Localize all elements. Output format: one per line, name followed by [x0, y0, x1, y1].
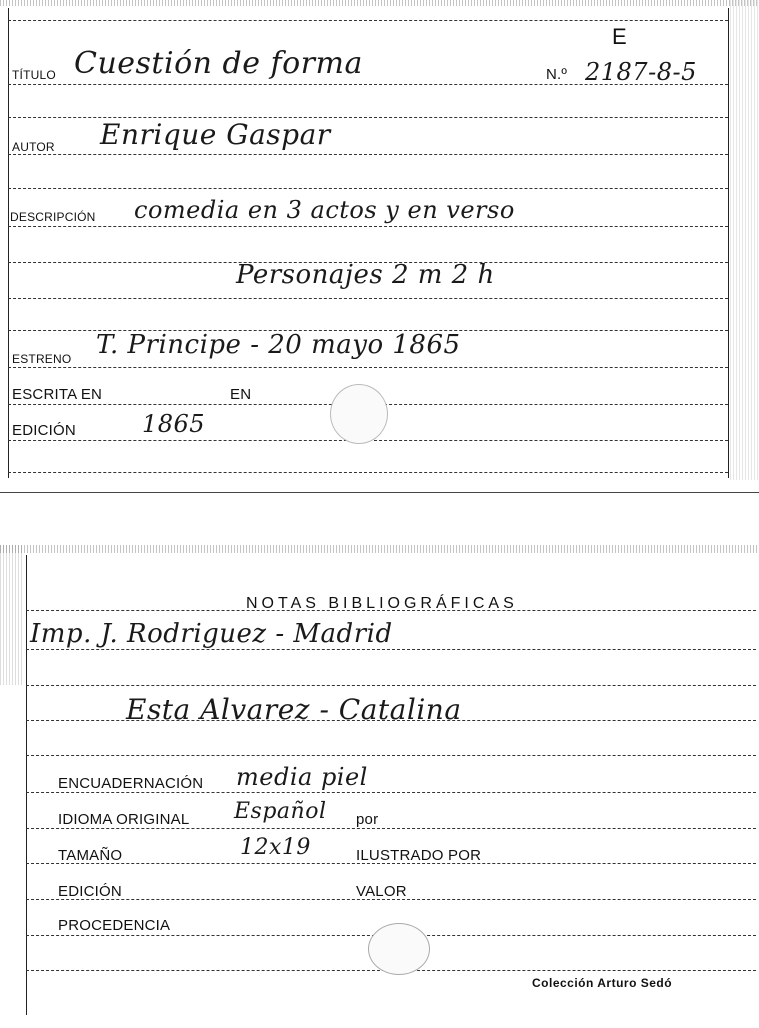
rule-line: [8, 20, 728, 21]
rule-line: [8, 472, 728, 473]
autor-value: Enrique Gaspar: [100, 118, 331, 151]
collection-footer: Colección Arturo Sedó: [532, 976, 673, 990]
corner-mark: E: [612, 24, 627, 49]
hole-punch: [368, 923, 430, 975]
descripcion-label: DESCRIPCIÓN: [10, 210, 96, 224]
rule-line: [26, 828, 756, 829]
por-label: por: [356, 811, 379, 828]
edicion-label: EDICIÓN: [58, 883, 122, 900]
card-edge-texture: [0, 545, 22, 685]
tamano-value: 12x19: [240, 835, 311, 860]
notas-heading: NOTAS BIBLIOGRÁFICAS: [246, 595, 518, 612]
idioma-label: IDIOMA ORIGINAL: [58, 811, 190, 828]
personajes-value: Personajes 2 m 2 h: [236, 260, 495, 290]
rule-line: [26, 755, 756, 756]
edicion-value: 1865: [142, 410, 206, 438]
encuadernacion-label: ENCUADERNACIÓN: [58, 775, 204, 792]
left-margin-line: [26, 555, 27, 1015]
card-separator: [0, 492, 759, 493]
idioma-value: Español: [234, 799, 327, 824]
hole-punch: [330, 384, 388, 444]
rule-line: [8, 298, 728, 299]
procedencia-label: PROCEDENCIA: [58, 917, 171, 934]
left-margin-line: [8, 8, 9, 478]
titulo-value: Cuestión de forma: [74, 46, 363, 81]
escrita-en-label: ESCRITA EN: [12, 386, 103, 403]
rule-line: [8, 367, 728, 368]
rule-line: [8, 154, 728, 155]
rule-line: [26, 649, 756, 650]
autor-label: AUTOR: [12, 140, 55, 154]
note-line-2: Esta Alvarez - Catalina: [126, 693, 462, 726]
rule-line: [8, 188, 728, 189]
estreno-label: ESTRENO: [12, 352, 72, 366]
estreno-value: T. Principe - 20 mayo 1865: [96, 330, 461, 360]
valor-label: VALOR: [356, 883, 407, 900]
bottom-catalog-card: [0, 545, 759, 1028]
en-label: EN: [230, 386, 252, 403]
titulo-label: TÍTULO: [12, 68, 56, 82]
rule-line: [26, 685, 756, 686]
encuadernacion-value: media piel: [236, 763, 368, 791]
top-catalog-card: [0, 0, 759, 492]
card-edge-texture: [730, 0, 759, 480]
tamano-label: TAMAÑO: [58, 847, 123, 864]
right-margin-line: [728, 8, 729, 478]
note-line-1: Imp. J. Rodriguez - Madrid: [30, 619, 393, 649]
ilustrado-label: ILUSTRADO POR: [356, 847, 482, 864]
card-edge-texture: [0, 545, 759, 553]
numero-label: N.º: [546, 66, 568, 83]
rule-line: [8, 226, 728, 227]
edicion-label: EDICIÓN: [12, 422, 76, 439]
card-edge-texture: [0, 0, 759, 6]
numero-value: 2187-8-5: [585, 58, 697, 86]
rule-line: [26, 792, 756, 793]
descripcion-value: comedia en 3 actos y en verso: [134, 196, 515, 224]
